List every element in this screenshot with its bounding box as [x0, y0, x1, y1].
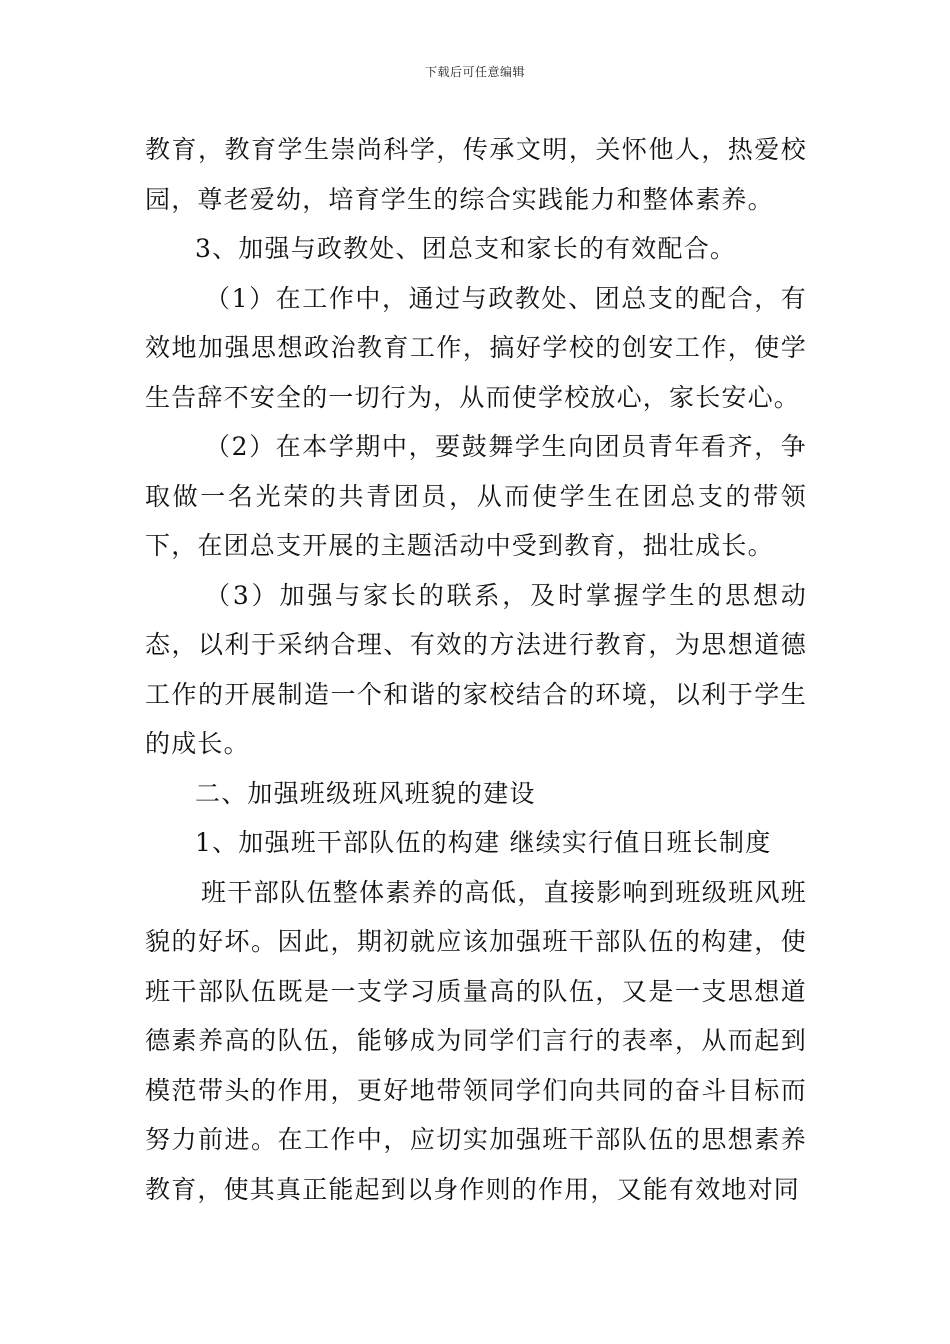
paragraph-item-1: （1）在工作中，通过与政教处、团总支的配合，有效地加强思想政治教育工作，搞好学校的创安工作，使学生告辞不安全的一切行为，从而使学校放心，家长安心。	[145, 283, 807, 412]
section-heading-3: 3、加强与政教处、团总支和家长的有效配合。	[195, 234, 737, 263]
section-heading-2: 二、加强班级班风班貌的建设	[195, 778, 536, 808]
page-header: 下载后可任意编辑	[424, 65, 525, 79]
paragraph-class-cadre: 班干部队伍整体素养的高低，直接影响到班级班风班貌的好坏。因此，期初就应该加强班干部队伍的构建，使班干部队伍既是一支学习质量高的队伍，又是一支思想道德素养高的队伍，能够成为同学们言行的表率，从而起到模范带头的作用，更好地带领同学们向共同的奋斗目标而努力前进。在工作中，应切实加强班干部队伍的思想素养教育，使其真正能起到以身作则的作用，又能有效地对同	[145, 877, 807, 1204]
paragraph-continuation: 教育，教育学生崇尚科学，传承文明，关怀他人，热爱校园，尊老爱幼，培育学生的综合实践能力和整体素养。	[145, 135, 807, 214]
paragraph-item-2: （2）在本学期中，要鼓舞学生向团员青年看齐，争取做一名光荣的共青团员，从而使学生在团总支的带领下，在团总支开展的主题活动中受到教育，拙壮成长。	[145, 432, 807, 560]
document-body	[145, 125, 807, 1214]
paragraph-item-3: （3）加强与家长的联系，及时掌握学生的思想动态，以利于采纳合理、有效的方法进行教育，为思想道德工作的开展制造一个和谐的家校结合的环境，以利于学生的成长。	[145, 580, 807, 758]
subsection-heading-1: 1、加强班干部队伍的构建 继续实行值日班长制度	[195, 828, 772, 857]
